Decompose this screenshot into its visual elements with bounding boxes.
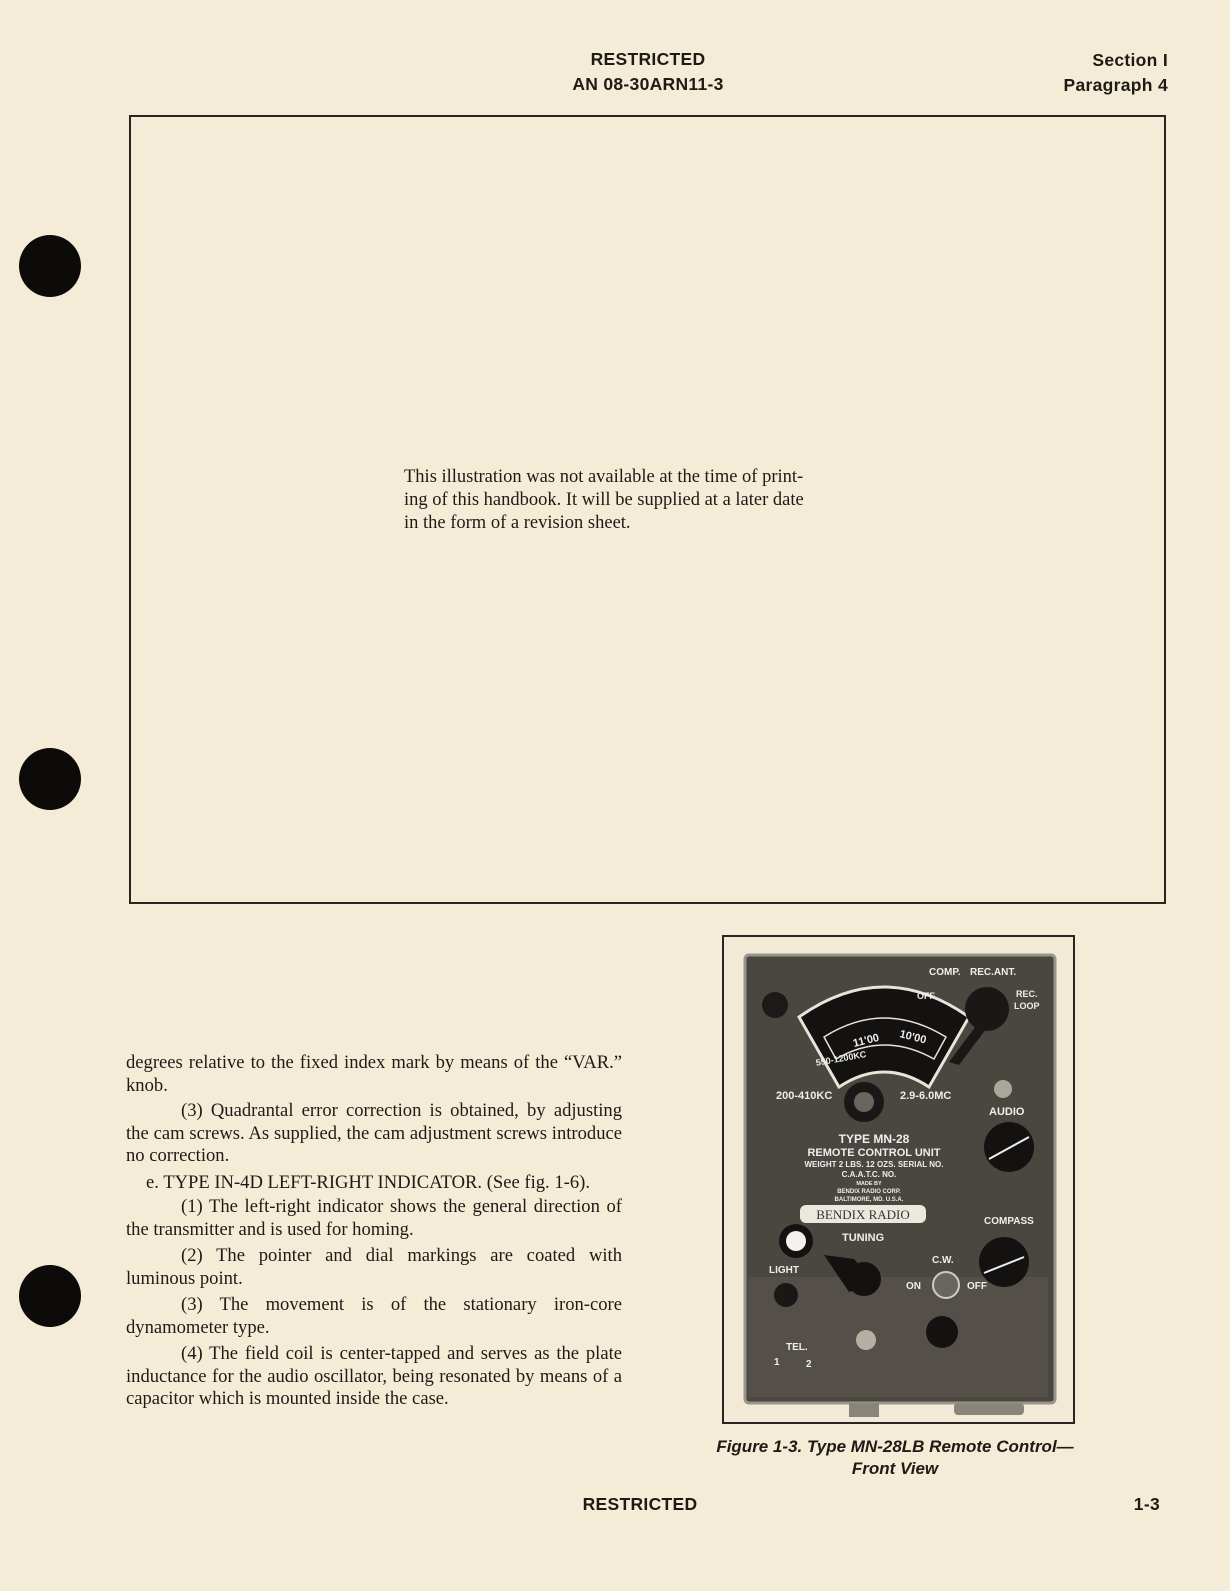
punch-hole <box>19 235 81 297</box>
section-heading: e. TYPE IN-4D LEFT-RIGHT INDICATOR. (See fig. 1-6). <box>146 1171 590 1193</box>
figure-photo-frame <box>722 935 1075 1424</box>
photo-label: 550-1200KC <box>815 1049 868 1068</box>
body-text <box>126 1052 622 1415</box>
photo-label: OFF <box>967 1281 987 1292</box>
photo-label: OFF <box>917 991 935 1001</box>
remote-control-photo <box>724 937 1073 1422</box>
notice-line: This illustration was not available at the time of print- <box>404 467 804 487</box>
photo-label: ON <box>906 1281 921 1292</box>
photo-label: 1 <box>774 1357 780 1368</box>
figure-placeholder-notice <box>404 466 909 535</box>
caption-line: Front View <box>851 1459 939 1478</box>
body-paragraph: (2) The pointer and dial markings are coated with luminous point. <box>126 1245 622 1289</box>
photo-label: WEIGHT 2 LBS. 12 OZS. SERIAL NO. <box>804 1160 944 1169</box>
page-number: 1-3 <box>1133 1494 1160 1514</box>
photo-label: COMPASS <box>984 1216 1034 1227</box>
photo-label: C.A.A.T.C. NO. <box>841 1170 897 1179</box>
dial-label: 11'00 <box>851 1031 881 1050</box>
photo-label: REC. <box>1016 989 1038 999</box>
body-paragraph: degrees relative to the fixed index mark by means of the “VAR.” knob. <box>126 1052 622 1096</box>
paragraph-label: Paragraph 4 <box>1063 75 1168 95</box>
photo-label: AUDIO <box>989 1106 1025 1118</box>
photo-label: BALTIMORE, MD. U.S.A. <box>834 1197 904 1203</box>
punch-hole <box>19 1265 81 1327</box>
notice-line: ing of this handbook. It will be supplied at a later date <box>404 490 804 510</box>
photo-label: MADE BY <box>856 1181 882 1187</box>
photo-label: REC.ANT. <box>970 967 1017 978</box>
body-paragraph: (3) Quadrantal error correction is obtained, by adjusting the cam screws. As supplied, the cam adjustment screws introduce no correction. <box>126 1100 622 1166</box>
body-paragraph: (1) The left-right indicator shows the general direction of the transmitter and is used for homing. <box>126 1196 622 1240</box>
figure-caption <box>660 1436 1130 1480</box>
photo-label: C.W. <box>932 1255 954 1266</box>
document-number: AN 08-30ARN11-3 <box>572 74 724 94</box>
body-paragraph: (4) The field coil is center-tapped and serves as the plate inductance for the audio oscillator, being resonated by means of a capacitor which is mounted inside the case. <box>126 1343 622 1409</box>
photo-label: 200-410KC <box>776 1090 833 1102</box>
footer-classification: RESTRICTED <box>582 1494 698 1514</box>
photo-label: TUNING <box>842 1232 885 1244</box>
bendix-logo: BENDIX RADIO <box>816 1207 910 1222</box>
body-paragraph: (3) The movement is of the stationary iron-core dynamometer type. <box>126 1294 622 1338</box>
notice-line: in the form of a revision sheet. <box>404 513 631 533</box>
photo-label: REMOTE CONTROL UNIT <box>807 1147 941 1159</box>
punch-hole <box>19 748 81 810</box>
caption-line: Figure 1-3. Type MN-28LB Remote Control— <box>716 1437 1074 1456</box>
photo-label: LOOP <box>1014 1001 1040 1011</box>
photo-label: TEL. <box>786 1342 808 1353</box>
photo-label: TYPE MN-28 <box>838 1132 910 1146</box>
photo-label: BENDIX RADIO CORP. <box>837 1189 901 1195</box>
photo-label: 2 <box>806 1359 812 1370</box>
header-classification: RESTRICTED <box>590 49 706 69</box>
photo-label: 2.9-6.0MC <box>900 1090 952 1102</box>
section-label: Section I <box>1092 50 1168 70</box>
photo-label: LIGHT <box>769 1265 799 1276</box>
photo-label: COMP. <box>929 967 961 978</box>
dial-label: 10'00 <box>898 1028 928 1047</box>
